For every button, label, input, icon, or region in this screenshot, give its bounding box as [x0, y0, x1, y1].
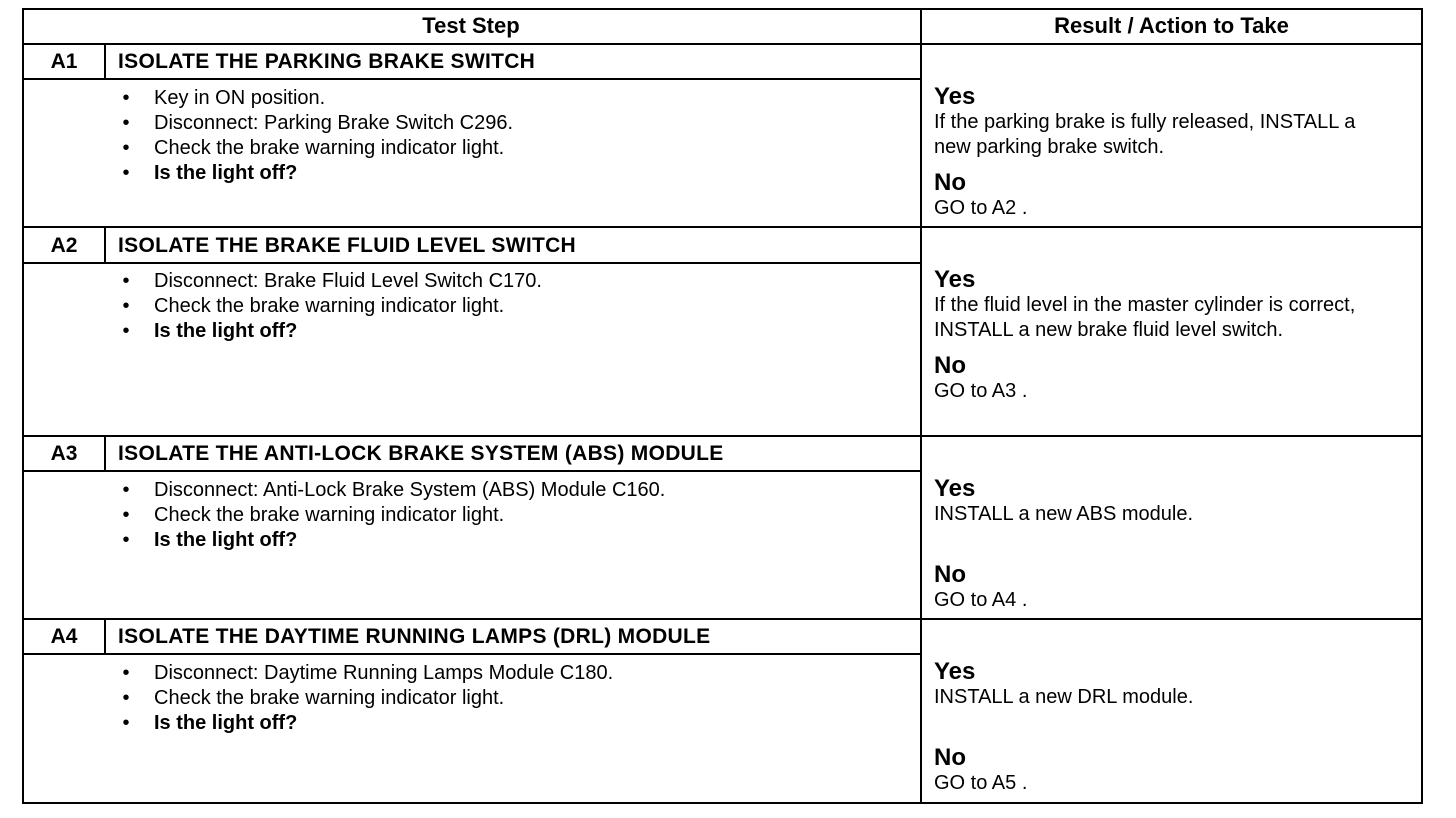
step-title-divider — [22, 653, 921, 655]
yes-action: If the fluid level in the master cylinder is correct, INSTALL a new brake fluid level switch. — [934, 294, 1356, 341]
step-divider — [22, 435, 1423, 437]
result-cell — [934, 659, 1414, 796]
bullet-question: • Is the light off? — [122, 529, 298, 551]
header-divider — [22, 43, 1423, 45]
result-cell — [934, 476, 1414, 613]
yes-label: Yes — [934, 475, 976, 502]
bullet-item: • Key in ON position. — [122, 87, 326, 109]
bullet-item: • Disconnect: Brake Fluid Level Switch C170. — [122, 270, 542, 292]
no-action: GO to A5 . — [934, 772, 1028, 794]
table-border-left — [22, 8, 24, 804]
bullet-item: • Check the brake warning indicator light. — [122, 137, 505, 159]
no-label: No — [934, 169, 966, 196]
no-label: No — [934, 352, 966, 379]
bullet-item: • Check the brake warning indicator light. — [122, 504, 505, 526]
step-id-divider — [104, 226, 106, 264]
no-action: GO to A3 . — [934, 380, 1028, 402]
step-title-divider — [22, 470, 921, 472]
table-border-top — [22, 8, 1423, 10]
step-title: ISOLATE THE ANTI-LOCK BRAKE SYSTEM (ABS) MODULE — [118, 442, 724, 465]
header-result-action: Result / Action to Take — [1054, 13, 1289, 38]
table-border-bottom — [22, 802, 1423, 804]
bullet-item: • Check the brake warning indicator light. — [122, 687, 505, 709]
step-divider — [22, 618, 1423, 620]
no-label: No — [934, 561, 966, 588]
header-test-step: Test Step — [422, 13, 520, 38]
yes-action: INSTALL a new DRL module. — [934, 686, 1194, 708]
diagnostic-table — [22, 8, 1423, 804]
bullet-item: • Disconnect: Parking Brake Switch C296. — [122, 112, 514, 134]
yes-action: If the parking brake is fully released, INSTALL a new parking brake switch. — [934, 111, 1356, 158]
no-label: No — [934, 744, 966, 771]
step-title: ISOLATE THE BRAKE FLUID LEVEL SWITCH — [118, 234, 577, 257]
result-cell — [934, 84, 1414, 221]
bullet-question: • Is the light off? — [122, 320, 298, 342]
step-id-divider — [104, 43, 106, 80]
yes-label: Yes — [934, 266, 976, 293]
bullet-item: • Disconnect: Daytime Running Lamps Module C180. — [122, 662, 614, 684]
step-title: ISOLATE THE DAYTIME RUNNING LAMPS (DRL) MODULE — [118, 625, 711, 648]
no-action: GO to A4 . — [934, 589, 1028, 611]
step-divider — [22, 226, 1423, 228]
no-action: GO to A2 . — [934, 197, 1028, 219]
column-divider — [920, 8, 922, 804]
step-id: A2 — [50, 234, 78, 257]
bullet-item: • Disconnect: Anti-Lock Brake System (ABS) Module C160. — [122, 479, 666, 501]
bullet-question: • Is the light off? — [122, 162, 298, 184]
step-id-divider — [104, 618, 106, 655]
step-title-divider — [22, 78, 921, 80]
result-cell — [934, 267, 1414, 404]
step-title: ISOLATE THE PARKING BRAKE SWITCH — [118, 50, 536, 73]
step-bullets — [116, 269, 542, 344]
bullet-question: • Is the light off? — [122, 712, 298, 734]
step-bullets — [116, 86, 513, 186]
step-bullets — [116, 478, 665, 553]
step-id-divider — [104, 435, 106, 472]
table-border-right — [1421, 8, 1423, 804]
step-id: A1 — [50, 50, 78, 73]
step-id: A4 — [50, 625, 78, 648]
step-id: A3 — [50, 442, 78, 465]
yes-label: Yes — [934, 83, 976, 110]
step-title-divider — [22, 262, 921, 264]
yes-label: Yes — [934, 658, 976, 685]
yes-action: INSTALL a new ABS module. — [934, 503, 1194, 525]
step-bullets — [116, 661, 613, 736]
bullet-item: • Check the brake warning indicator light. — [122, 295, 505, 317]
